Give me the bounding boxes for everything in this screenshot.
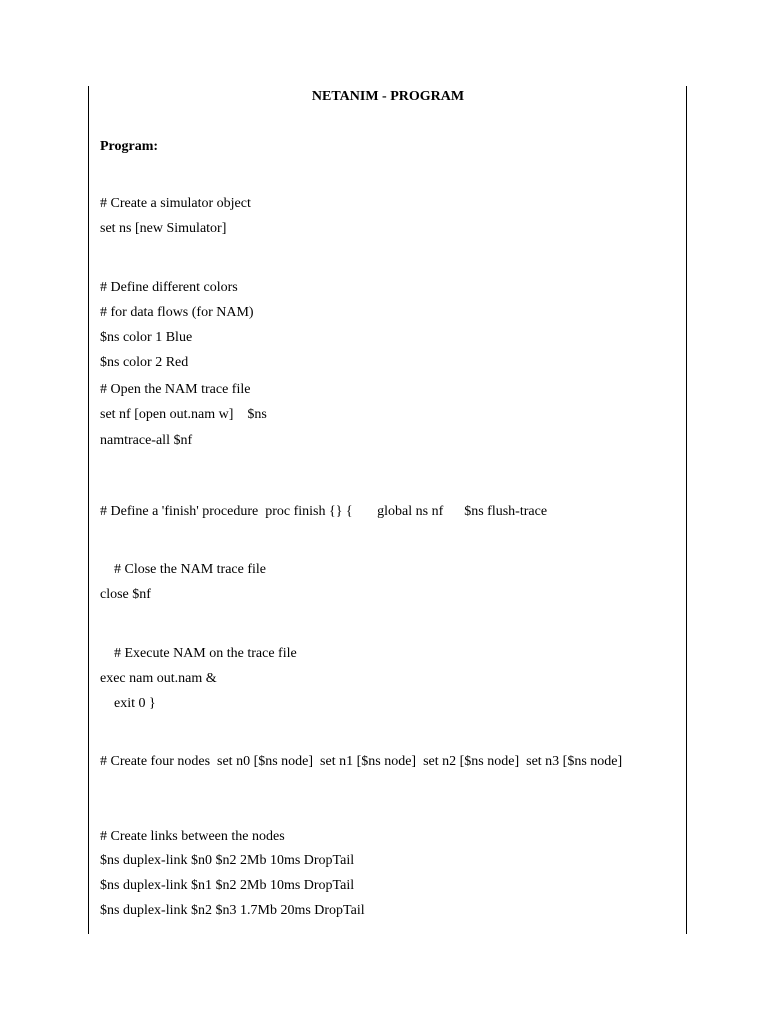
code-line: # Define a 'finish' procedure proc finish {} { global ns nf $ns flush-trace bbox=[100, 504, 548, 519]
code-line: $ns duplex-link $n2 $n3 1.7Mb 20ms DropTail bbox=[100, 903, 365, 918]
code-line: # Define different colors bbox=[100, 280, 238, 295]
code-line: # Close the NAM trace file bbox=[100, 562, 267, 577]
code-line: $ns duplex-link $n0 $n2 2Mb 10ms DropTail bbox=[100, 853, 355, 868]
code-line: # Execute NAM on the trace file bbox=[100, 646, 297, 661]
left-border-rule bbox=[88, 86, 89, 934]
section-heading: Program: bbox=[100, 139, 159, 154]
code-line: namtrace-all $nf bbox=[100, 433, 193, 448]
right-border-rule bbox=[686, 86, 687, 934]
code-line: set nf [open out.nam w] $ns bbox=[100, 407, 267, 422]
code-line: $ns duplex-link $n1 $n2 2Mb 10ms DropTail bbox=[100, 878, 355, 893]
code-line: # for data flows (for NAM) bbox=[100, 305, 254, 320]
code-line: exec nam out.nam & bbox=[100, 671, 217, 686]
code-line: set ns [new Simulator] bbox=[100, 221, 227, 236]
code-line: # Create four nodes set n0 [$ns node] set n1 [$ns node] set n2 [$ns node] set n3 [$ns node] bbox=[100, 754, 623, 769]
code-line: # Open the NAM trace file bbox=[100, 382, 251, 397]
code-line: exit 0 } bbox=[100, 696, 156, 711]
code-line: close $nf bbox=[100, 587, 151, 602]
code-line: $ns color 2 Red bbox=[100, 355, 189, 370]
document-title: NETANIM - PROGRAM bbox=[311, 89, 465, 104]
code-line: # Create links between the nodes bbox=[100, 829, 285, 844]
code-line: $ns color 1 Blue bbox=[100, 330, 193, 345]
code-line: # Create a simulator object bbox=[100, 196, 251, 211]
